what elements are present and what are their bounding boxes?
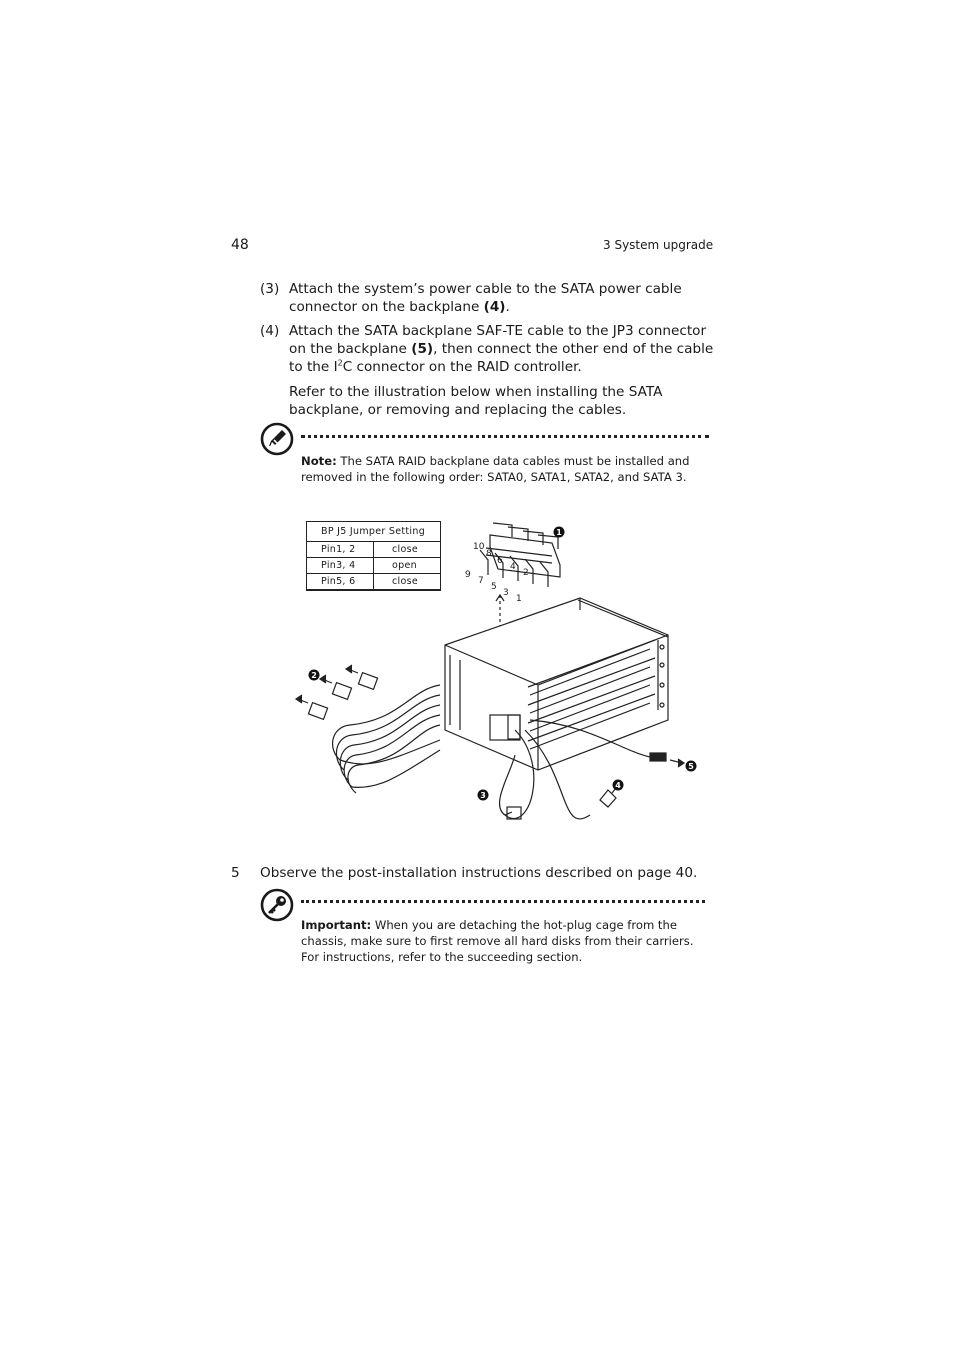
step-4-text: Attach the SATA backplane SAF-TE cable to the JP3 connector on the backplane (5), then connect the other end of the cable to the $I^2C$ connector on the RAID controller. [289, 323, 714, 375]
pin-number: 2 [523, 568, 529, 578]
pin-number: 7 [478, 576, 484, 586]
jumper-value: open [374, 558, 441, 574]
important-key-icon [260, 888, 294, 922]
pin-number: 10 [473, 542, 485, 552]
jumper-table-title: BP J5 Jumper Setting [307, 522, 441, 542]
pin-number: 9 [465, 570, 471, 580]
refer-paragraph: Refer to the illustration below when installing the SATA backplane, or removing and replacing the cables. [289, 384, 663, 418]
pin-number: 3 [503, 588, 509, 598]
callout-1: 1 [556, 528, 562, 537]
jumper-pin: Pin3, 4 [307, 558, 374, 574]
step-3 [260, 280, 720, 320]
note-pen-icon [260, 422, 294, 456]
sata-plugs [296, 665, 378, 719]
step-3-number: (3) [260, 281, 280, 297]
step-4 [260, 322, 720, 380]
page-number: 48 [231, 237, 249, 253]
step-4-number: (4) [260, 323, 280, 339]
important-divider [301, 900, 705, 903]
step-5-number: 5 [231, 865, 240, 881]
saf-te-connector [650, 753, 666, 761]
power-connector-4 [600, 790, 616, 807]
jumper-pin: Pin1, 2 [307, 542, 374, 558]
callout-4: 4 [615, 781, 621, 790]
sata-backplane-diagram [290, 515, 710, 835]
pin-number: 4 [510, 562, 516, 572]
pin-number: 8 [486, 549, 492, 559]
jumper-pin: Pin5, 6 [307, 574, 374, 591]
callout-2: 2 [311, 671, 317, 680]
pin-number: 6 [497, 556, 503, 566]
arrow-icon [678, 759, 684, 767]
jumper-block [480, 523, 560, 587]
jumper-value: close [374, 574, 441, 591]
important-text: Important: When you are detaching the hot-plug cage from the chassis, make sure to first remove all hard disks from their carriers. For instructions, refer to the succeeding section. [301, 918, 694, 964]
note-text: Note: The SATA RAID backplane data cables must be installed and removed in the following order: SATA0, SATA1, SATA2, and SATA 3. [301, 454, 690, 484]
note-divider [301, 435, 709, 438]
sata-data-cables [333, 685, 440, 793]
callout-3: 3 [480, 791, 486, 800]
hot-plug-cage [445, 598, 668, 770]
callout-5: 5 [688, 762, 694, 771]
step-5-text: Observe the post-installation instructions described on page 40. [260, 865, 698, 881]
section-title: 3 System upgrade [603, 238, 714, 252]
step-3-text: Attach the system’s power cable to the SATA power cable connector on the backplane (4). [289, 281, 682, 315]
pin-number: 1 [516, 594, 522, 604]
pin-number: 5 [491, 582, 497, 592]
step-5 [231, 864, 711, 884]
jumper-value: close [374, 542, 441, 558]
